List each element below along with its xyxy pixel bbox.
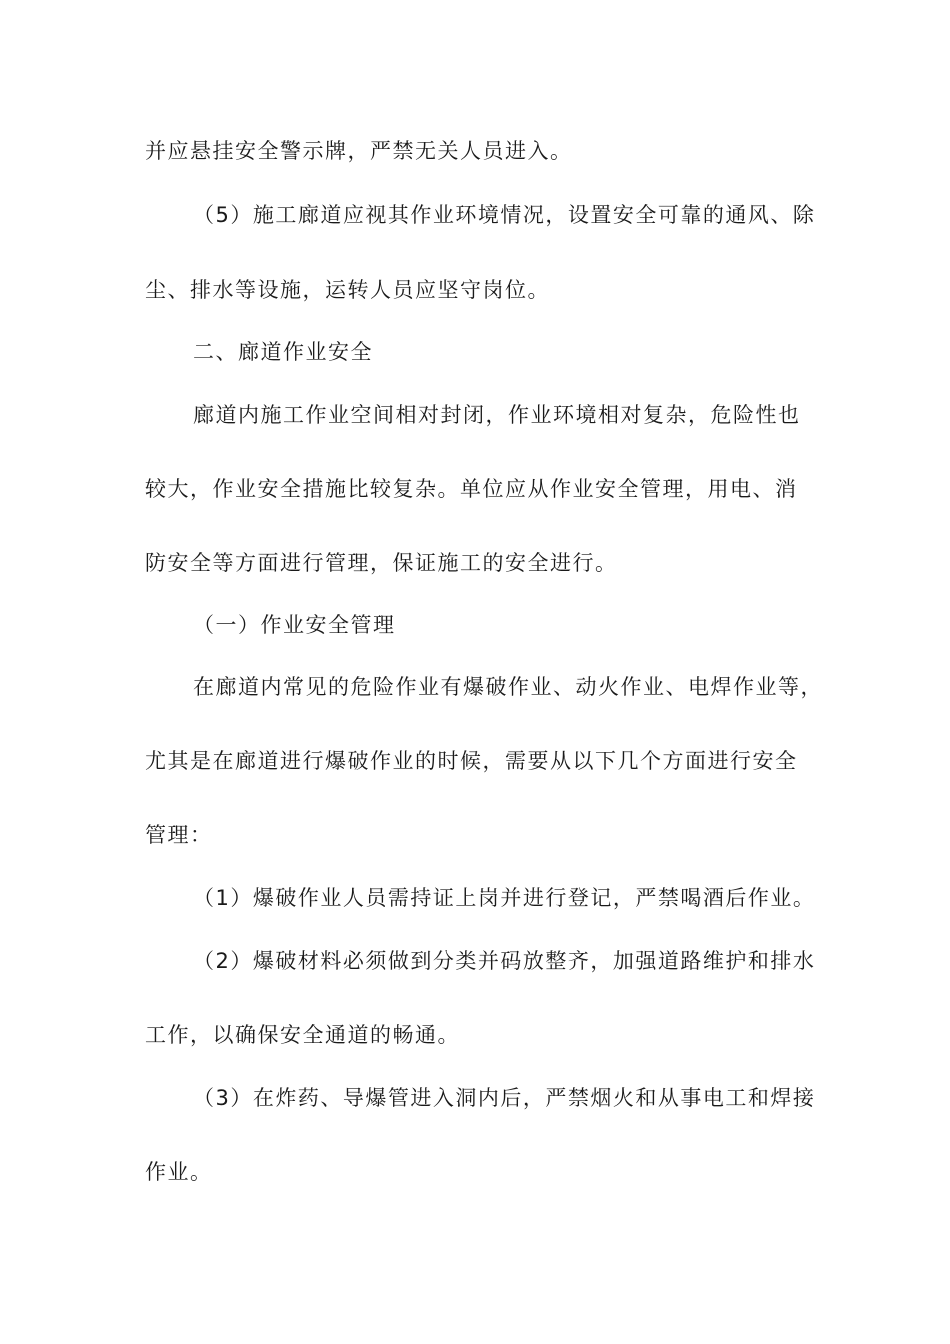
subsection-heading: （一）作业安全管理 (193, 613, 396, 637)
list-item: （1）爆破作业人员需持证上岗并进行登记，严禁喝酒后作业。 (193, 886, 816, 910)
list-item: （2）爆破材料必须做到分类并码放整齐，加强道路维护和排水 (193, 949, 816, 973)
list-item: （3）在炸药、导爆管进入洞内后，严禁烟火和从事电工和焊接 (193, 1086, 816, 1110)
text-line: 防安全等方面进行管理，保证施工的安全进行。 (145, 551, 618, 575)
text-line: 在廊道内常见的危险作业有爆破作业、动火作业、电焊作业等， (193, 675, 823, 699)
text-line: 工作，以确保安全通道的畅通。 (145, 1023, 460, 1047)
text-line: 较大，作业安全措施比较复杂。单位应从作业安全管理，用电、消 (145, 477, 798, 501)
text-line: 尤其是在廊道进行爆破作业的时候，需要从以下几个方面进行安全 (145, 749, 798, 773)
text-line: 管理： (145, 823, 213, 847)
text-line: 尘、排水等设施，运转人员应坚守岗位。 (145, 278, 550, 302)
section-heading: 二、廊道作业安全 (193, 340, 373, 364)
text-line: （5）施工廊道应视其作业环境情况，设置安全可靠的通风、除 (193, 203, 816, 227)
text-line: 作业。 (145, 1160, 213, 1184)
text-line: 并应悬挂安全警示牌，严禁无关人员进入。 (145, 139, 573, 163)
text-line: 廊道内施工作业空间相对封闭，作业环境相对复杂，危险性也 (193, 403, 801, 427)
